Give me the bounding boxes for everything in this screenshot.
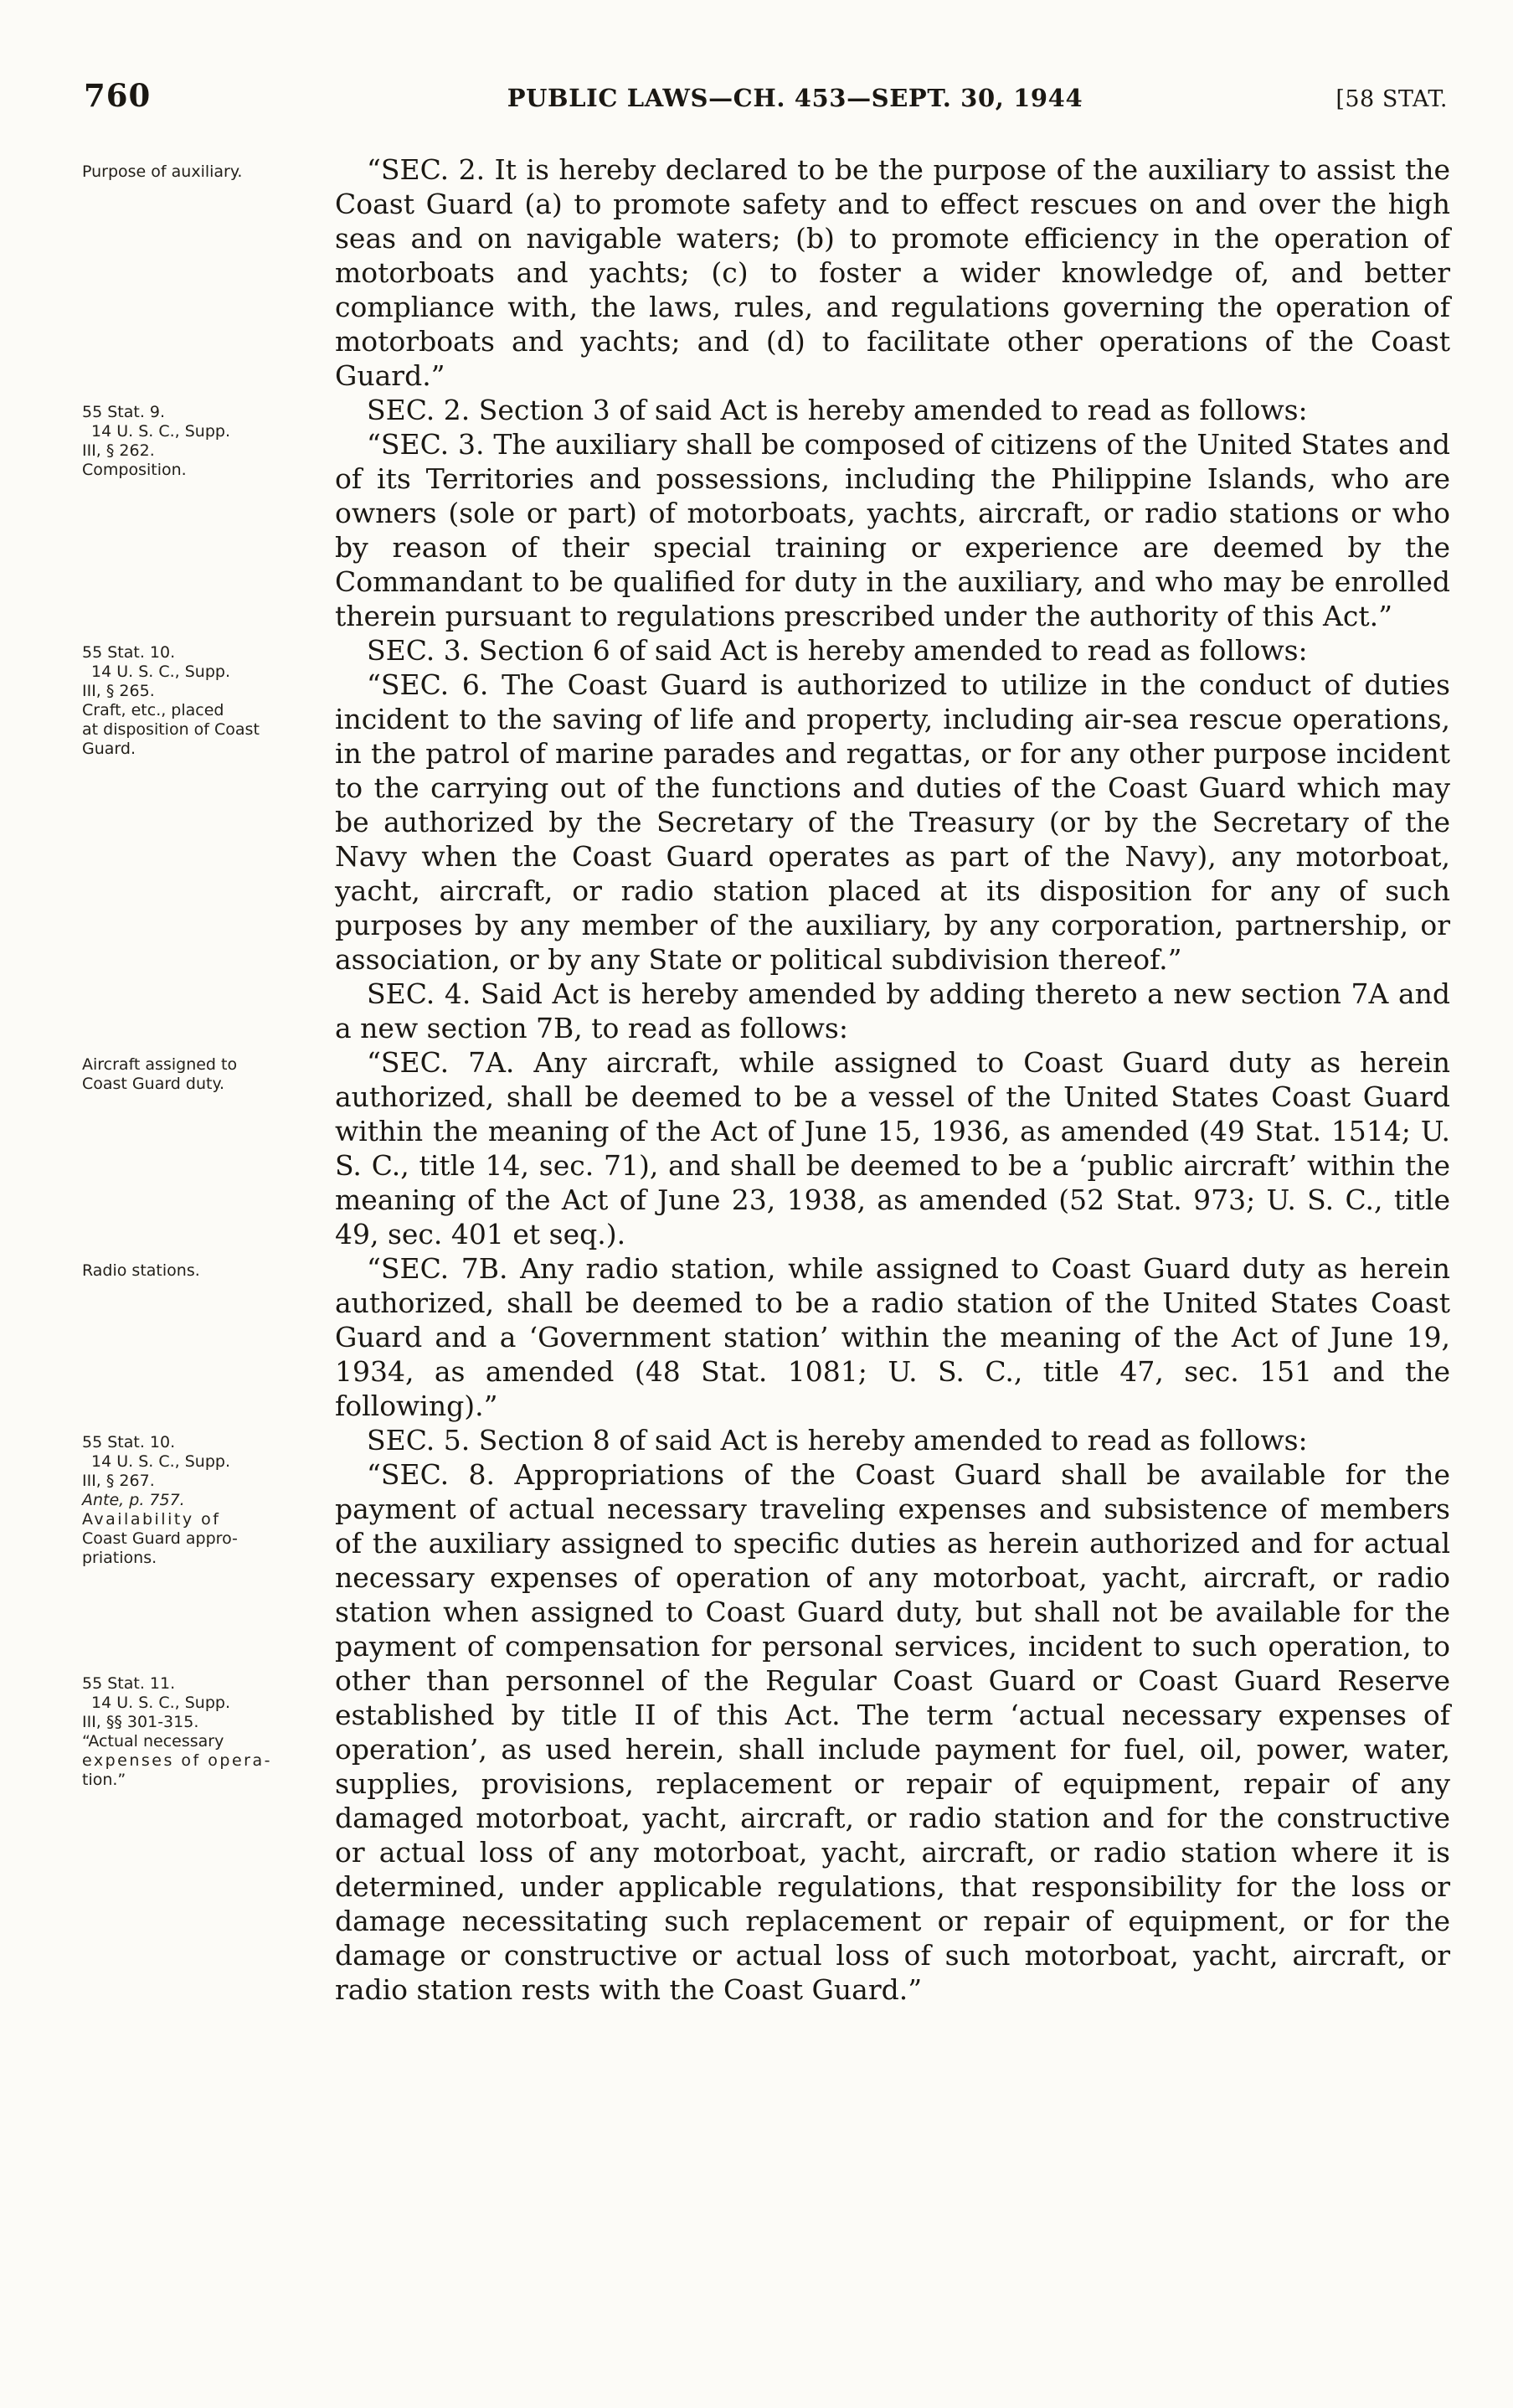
body-text-column <box>335 393 1450 633</box>
paragraph: SEC. 5. Section 8 of said Act is hereby amended to read as follows: <box>367 1424 1308 1457</box>
margin-note-line: 55 Stat. 9. <box>82 403 166 421</box>
paragraph: “SEC. 8. Appropriations of the Coast Guard shall be available for the payment of actual necessary traveling expenses and subsistence of members of the auxiliary assigned to specific duties as herein authorized and for actual necessary expenses of operation of any motorboat, yacht, aircraft, or radio station when assigned to Coast Guard duty, but shall not be available for the payment of compensation for personal services, incident to such operation, to other than personnel of the Regular Coast Guard or Coast Guard Reserve established by title II of this Act. The term ‘actual necessary expenses of operation’, as used herein, shall include payment for fuel, oil, power, water, supplies, provisions, replacement or repair of equipment, repair of any damaged motorboat, yacht, aircraft, or radio station and for the constructive or actual loss of any motorboat, yacht, aircraft, or radio station where it is determined, under applicable regulations, that responsibility for the loss or damage necessitating such replacement or repair of equipment, or for the damage or constructive or actual loss of such motorboat, yacht, aircraft, or radio station rests with the Coast Guard.” <box>335 1458 1450 2006</box>
section-block-craft-disposition <box>0 633 1450 1045</box>
paragraph: “SEC. 7A. Any aircraft, while assigned to Coast Guard duty as herein authorized, shall be deemed to be a vessel of the United States Coast Guard within the meaning of the Act of June 15, 1936, as amended (49 Stat. 1514; U. S. C., title 14, sec. 71), and shall be deemed to be a ‘public aircraft’ within the meaning of the Act of June 23, 1938, as amended (52 Stat. 973; U. S. C., title 49, sec. 401 et seq.). <box>335 1046 1450 1250</box>
margin-note-line: Aircraft assigned to <box>82 1055 238 1074</box>
section-block-purpose <box>0 152 1450 393</box>
margin-note <box>82 643 286 759</box>
margin-note-line: 55 Stat. 10. <box>82 643 176 662</box>
paragraph: “SEC. 3. The auxiliary shall be composed of citizens of the United States and of its Territories and possessions, including the Philippine Islands, who are owners (sole or part) of motorboats, yachts, aircraft, or radio stations or who by reason of their special training or experience are deemed by the Commandant to be qualified for duty in the auxiliary, and who may be enrolled therein pursuant to regulations prescribed under the authority of this Act.” <box>335 428 1450 632</box>
margin-note-line: 55 Stat. 10. <box>82 1433 176 1452</box>
margin-note <box>82 162 286 182</box>
margin-note-line: Guard. <box>82 740 136 758</box>
margin-note <box>82 1055 286 1094</box>
margin-note-column <box>0 633 335 1045</box>
margin-note-line: 14 U. S. C., Supp. <box>91 1694 230 1712</box>
margin-note-line: 14 U. S. C., Supp. <box>91 1452 230 1471</box>
margin-note-line: Craft, etc., placed <box>82 701 224 719</box>
margin-note-secondary <box>82 1674 272 1790</box>
paragraph: SEC. 3. Section 6 of said Act is hereby amended to read as follows: <box>367 634 1308 667</box>
margin-note-line: Purpose of auxiliary. <box>82 162 243 181</box>
margin-note-line: Composition. <box>82 461 187 479</box>
margin-note <box>82 1433 286 1568</box>
margin-note-line: priations. <box>82 1549 157 1567</box>
section-block-radio <box>0 1251 1450 1423</box>
body-text-column <box>335 1045 1450 1251</box>
body-text-column <box>335 1251 1450 1423</box>
margin-note-line: Availability of <box>82 1510 221 1529</box>
margin-note-column <box>0 1251 335 1423</box>
paragraph: SEC. 2. Section 3 of said Act is hereby amended to read as follows: <box>367 394 1308 426</box>
body-text-column <box>335 1423 1450 2007</box>
paragraph: “SEC. 7B. Any radio station, while assigned to Coast Guard duty as herein authorized, shall be deemed to be a radio station of the United States Coast Guard and a ‘Government station’ within the meaning of the Act of June 19, 1934, as amended (48 Stat. 1081; U. S. C., title 47, sec. 151 and the following).” <box>335 1252 1450 1422</box>
margin-note-line: Radio stations. <box>82 1261 200 1280</box>
page-header <box>0 0 1513 114</box>
body-text-column <box>335 633 1450 1045</box>
running-head-title: PUBLIC LAWS—CH. 453—SEPT. 30, 1944 <box>507 84 1083 112</box>
margin-note-line: 14 U. S. C., Supp. <box>91 422 230 441</box>
margin-note <box>82 403 286 480</box>
section-block-composition <box>0 393 1450 633</box>
paragraph: SEC. 4. Said Act is hereby amended by adding thereto a new section 7A and a new section 7B, to read as follows: <box>335 977 1450 1044</box>
margin-note-line: Ante, p. 757. <box>82 1491 185 1509</box>
margin-note-line: III, § 267. <box>82 1472 155 1490</box>
margin-note-line: tion.” <box>82 1771 126 1789</box>
margin-note-line: expenses of opera- <box>82 1751 272 1770</box>
margin-note-column <box>0 1045 335 1251</box>
margin-note-line: III, §§ 301-315. <box>82 1713 199 1731</box>
section-block-appropriations <box>0 1423 1450 2007</box>
margin-note-line: at disposition of Coast <box>82 720 260 739</box>
page-body <box>0 152 1513 2007</box>
margin-note-line: Coast Guard duty. <box>82 1075 225 1093</box>
margin-note-line: III, § 262. <box>82 441 155 460</box>
section-block-aircraft <box>0 1045 1450 1251</box>
margin-note-line: “Actual necessary <box>82 1732 224 1751</box>
body-text-column <box>335 152 1450 393</box>
margin-note-line: III, § 265. <box>82 682 155 700</box>
margin-note-column <box>0 1423 335 2007</box>
margin-note-line: Coast Guard appro- <box>82 1529 238 1548</box>
margin-note-column <box>0 393 335 633</box>
margin-note-column <box>0 152 335 393</box>
margin-note-line: 55 Stat. 11. <box>82 1674 176 1693</box>
margin-note <box>82 1261 286 1281</box>
page-number: 760 <box>84 77 152 114</box>
margin-note-line: 14 U. S. C., Supp. <box>91 663 230 681</box>
stat-volume-citation: [58 STAT. <box>1335 86 1448 112</box>
paragraph: “SEC. 2. It is hereby declared to be the purpose of the auxiliary to assist the Coast Guard (a) to promote safety and to effect rescues on and over the high seas and on navigable waters; (b) to promote efficiency in the operation of motorboats and yachts; (c) to foster a wider knowledge of, and better compliance with, the laws, rules, and regulations governing the operation of motorboats and yachts; and (d) to facilitate other operations of the Coast Guard.” <box>335 153 1450 392</box>
paragraph: “SEC. 6. The Coast Guard is authorized to utilize in the conduct of duties incident to the saving of life and property, including air-sea rescue operations, in the patrol of marine parades and regattas, or for any other purpose incident to the carrying out of the functions and duties of the Coast Guard which may be authorized by the Secretary of the Treasury (or by the Secretary of the Navy when the Coast Guard operates as part of the Navy), any motorboat, yacht, aircraft, or radio station placed at its disposition for any of such purposes by any member of the auxiliary, by any corporation, partnership, or association, or by any State or political subdivision thereof.” <box>335 668 1450 976</box>
